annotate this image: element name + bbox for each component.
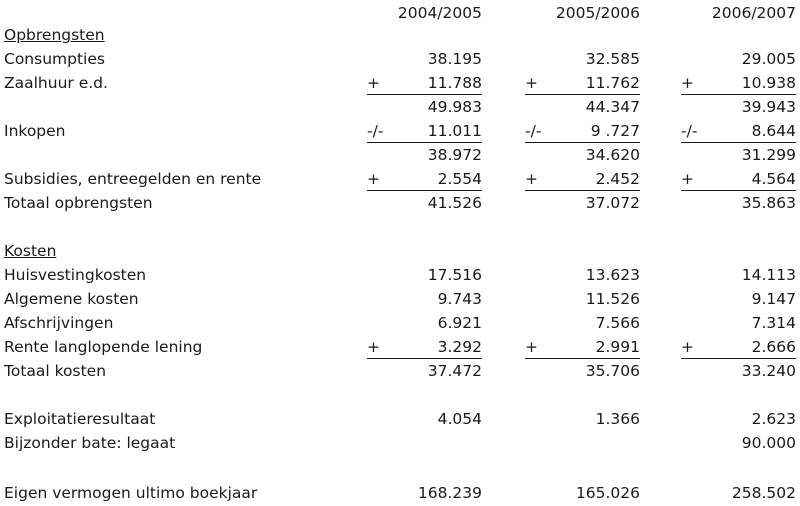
row-label: Huisvestingkosten [4, 266, 147, 284]
statement-row-huisvestingkosten [0, 264, 800, 288]
amount-value: 2.452 [595, 170, 640, 188]
amount-cell [525, 264, 640, 286]
amount-cell [681, 72, 796, 95]
statement-row-consumpties [0, 48, 800, 72]
statement-row-subtotaal2 [0, 144, 800, 168]
amount-cell [367, 72, 482, 95]
amount-prefix: + [681, 170, 694, 188]
amount-cell [681, 96, 796, 118]
amount-value: 17.516 [427, 266, 482, 284]
amount-cell [525, 192, 640, 214]
amount-prefix: -/- [525, 122, 542, 140]
amount-value: 41.526 [427, 194, 482, 212]
amount-cell [681, 482, 796, 504]
amount-prefix: + [367, 338, 380, 356]
row-label: Exploitatieresultaat [4, 410, 156, 428]
row-label: Bijzonder bate: legaat [4, 434, 176, 452]
amount-cell [681, 288, 796, 310]
statement-row-exploitatieresultaat [0, 408, 800, 432]
amount-cell [525, 336, 640, 359]
amount-cell [525, 96, 640, 118]
amount-cell [367, 120, 482, 143]
amount-cell [367, 408, 482, 430]
amount-cell [525, 360, 640, 382]
row-label: Rente langlopende lening [4, 338, 203, 356]
amount-value: 258.502 [731, 484, 796, 502]
amount-cell [681, 336, 796, 359]
year-header: 2005/2006 [555, 4, 640, 22]
amount-cell [681, 432, 796, 454]
statement-row-zaalhuur [0, 72, 800, 96]
row-label: Consumpties [4, 50, 105, 68]
amount-value: 10.938 [741, 74, 796, 92]
amount-value: 2.554 [437, 170, 482, 188]
amount-prefix: + [525, 170, 538, 188]
amount-cell [367, 288, 482, 310]
row-label: Zaalhuur e.d. [4, 74, 108, 92]
statement-row-afschrijvingen [0, 312, 800, 336]
amount-cell [525, 72, 640, 95]
amount-cell [367, 240, 482, 262]
section-heading: Kosten [4, 242, 57, 260]
amount-prefix: -/- [367, 122, 384, 140]
amount-prefix: + [525, 74, 538, 92]
amount-prefix: + [367, 170, 380, 188]
amount-cell [367, 482, 482, 504]
amount-value: 37.472 [427, 362, 482, 380]
amount-value: 2.623 [751, 410, 796, 428]
row-label: Inkopen [4, 122, 66, 140]
amount-cell [525, 24, 640, 46]
amount-cell [681, 48, 796, 70]
year-header-row [0, 2, 800, 26]
amount-value: 11.011 [427, 122, 482, 140]
statement-row-subtotaal1 [0, 96, 800, 120]
row-label: Subsidies, entreegelden en rente [4, 170, 262, 188]
statement-row-opbrengsten [0, 24, 800, 48]
amount-value: 165.026 [575, 484, 640, 502]
amount-prefix: -/- [681, 122, 698, 140]
statement-row-kosten [0, 240, 800, 264]
amount-value: 38.195 [427, 50, 482, 68]
amount-cell [367, 24, 482, 46]
amount-cell [367, 264, 482, 286]
amount-value: 39.943 [741, 98, 796, 116]
row-label: Totaal kosten [4, 362, 107, 380]
amount-value: 49.983 [427, 98, 482, 116]
amount-cell [681, 408, 796, 430]
amount-value: 4.054 [437, 410, 482, 428]
amount-cell [681, 168, 796, 191]
amount-cell [367, 432, 482, 454]
amount-prefix: + [367, 74, 380, 92]
amount-cell [525, 168, 640, 191]
amount-cell [681, 24, 796, 46]
section-heading: Opbrengsten [4, 26, 105, 44]
amount-cell [681, 192, 796, 214]
amount-cell [525, 432, 640, 454]
amount-value: 2.991 [595, 338, 640, 356]
amount-value: 32.585 [585, 50, 640, 68]
amount-value: 34.620 [585, 146, 640, 164]
statement-row-rente-lening [0, 336, 800, 360]
statement-row-inkopen [0, 120, 800, 144]
amount-value: 33.240 [741, 362, 796, 380]
amount-value: 8.644 [751, 122, 796, 140]
amount-value: 1.366 [595, 410, 640, 428]
amount-cell [681, 240, 796, 262]
amount-prefix: + [525, 338, 538, 356]
amount-cell [367, 48, 482, 70]
statement-row-bijzonder-bate [0, 432, 800, 456]
amount-value: 11.788 [427, 74, 482, 92]
amount-value: 4.564 [751, 170, 796, 188]
amount-value: 13.623 [585, 266, 640, 284]
amount-value: 9.743 [437, 290, 482, 308]
amount-value: 14.113 [741, 266, 796, 284]
amount-cell [525, 288, 640, 310]
amount-cell [681, 120, 796, 143]
amount-prefix: + [681, 338, 694, 356]
amount-value: 3.292 [437, 338, 482, 356]
statement-row-subsidies [0, 168, 800, 192]
amount-cell [367, 192, 482, 214]
amount-value: 2.666 [751, 338, 796, 356]
row-label: Totaal opbrengsten [4, 194, 153, 212]
amount-cell [681, 264, 796, 286]
amount-value: 29.005 [741, 50, 796, 68]
amount-cell [681, 360, 796, 382]
amount-value: 11.762 [585, 74, 640, 92]
statement-row-totaal-opbrengsten [0, 192, 800, 216]
statement-row-totaal-kosten [0, 360, 800, 384]
amount-cell [367, 168, 482, 191]
amount-cell [681, 312, 796, 334]
year-header: 2004/2005 [397, 4, 482, 22]
statement-row-algemene-kosten [0, 288, 800, 312]
amount-cell [367, 360, 482, 382]
row-label: Afschrijvingen [4, 314, 114, 332]
amount-value: 37.072 [585, 194, 640, 212]
row-label: Eigen vermogen ultimo boekjaar [4, 484, 258, 502]
amount-cell [525, 240, 640, 262]
amount-prefix: + [681, 74, 694, 92]
amount-cell [525, 48, 640, 70]
amount-value: 35.706 [585, 362, 640, 380]
amount-cell [681, 144, 796, 166]
amount-cell [367, 96, 482, 118]
amount-cell [525, 408, 640, 430]
amount-cell [367, 144, 482, 166]
amount-value: 168.239 [417, 484, 482, 502]
amount-value: 31.299 [741, 146, 796, 164]
amount-value: 7.566 [595, 314, 640, 332]
amount-value: 9.147 [751, 290, 796, 308]
amount-value: 90.000 [741, 434, 796, 452]
amount-value: 9 .727 [590, 122, 640, 140]
amount-cell [525, 312, 640, 334]
year-header: 2006/2007 [711, 4, 796, 22]
amount-value: 35.863 [741, 194, 796, 212]
amount-cell [525, 120, 640, 143]
amount-value: 7.314 [751, 314, 796, 332]
amount-cell [367, 336, 482, 359]
amount-cell [525, 144, 640, 166]
row-label: Algemene kosten [4, 290, 139, 308]
amount-cell [367, 312, 482, 334]
amount-value: 6.921 [437, 314, 482, 332]
statement-row-eigen-vermogen [0, 482, 800, 506]
amount-value: 11.526 [585, 290, 640, 308]
amount-value: 44.347 [585, 98, 640, 116]
amount-cell [525, 482, 640, 504]
amount-value: 38.972 [427, 146, 482, 164]
